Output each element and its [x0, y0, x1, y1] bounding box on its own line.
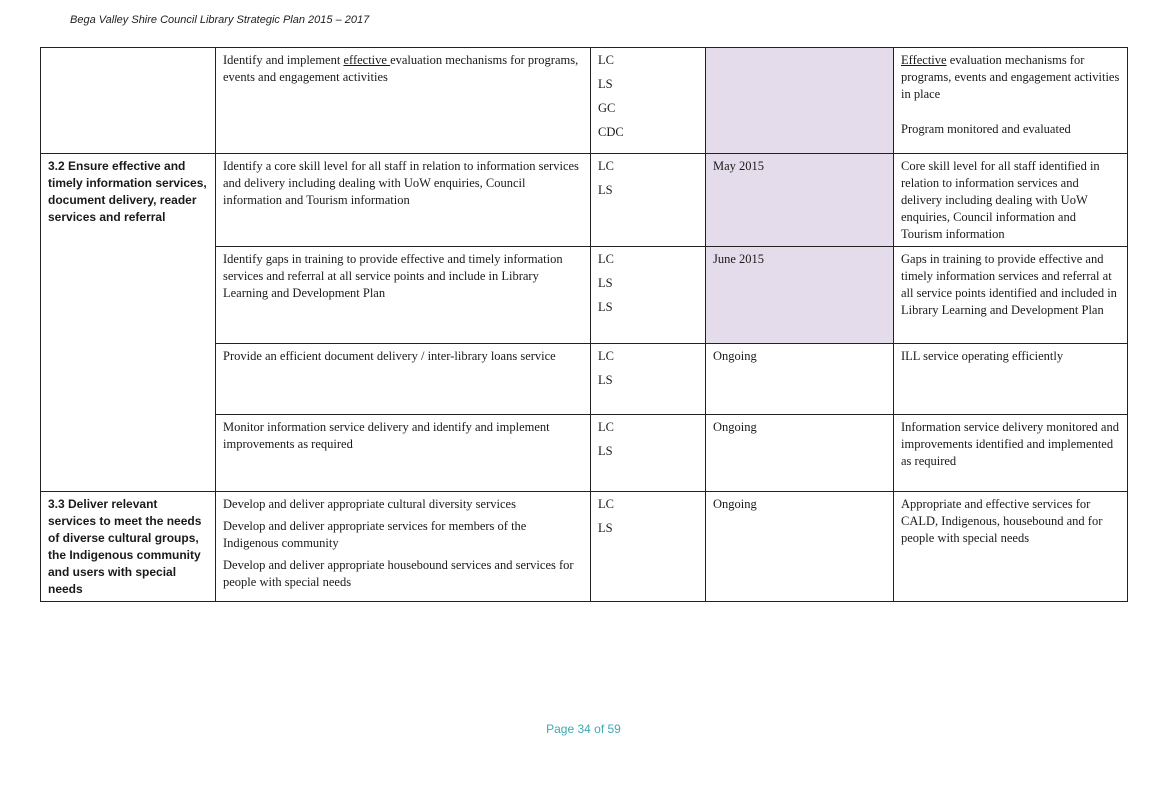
outcome-cell: Appropriate and effective services for CALD, Indigenous, housebound and for people with special needs [894, 492, 1128, 602]
responsibility-code: LS [598, 373, 613, 387]
outcome-cell: ILL service operating efficiently [894, 344, 1128, 415]
timeframe-cell [706, 48, 894, 154]
responsibility-code: LC [598, 497, 614, 511]
responsibility-cell [591, 48, 706, 154]
action-cell [216, 492, 591, 602]
outcome-cell: Information service delivery monitored and improvements identified and implemented as required [894, 415, 1128, 492]
action-cell [216, 48, 591, 154]
responsibility-code: LC [598, 159, 614, 173]
action-cell: Provide an efficient document delivery / inter-library loans service [216, 344, 591, 415]
outcome-text: Effective evaluation mechanisms for programs, events and engagement activities in place [901, 53, 1120, 101]
timeframe-cell: Ongoing [706, 492, 894, 602]
table-row [41, 492, 1128, 602]
responsibility-code: LC [598, 53, 614, 67]
outcome-cell: Core skill level for all staff identified in relation to information services and delivery including dealing with UoW enquiries, Council information and Tourism information [894, 154, 1128, 247]
objective-cell: 3.3 Deliver relevant services to meet the needs of diverse cultural groups, the Indigenous community and users with special needs [41, 492, 216, 602]
action-text: Identify and implement effective evaluation mechanisms for programs, events and engagement activities [223, 53, 579, 84]
responsibility-cell [591, 247, 706, 344]
action-text: Develop and deliver appropriate cultural diversity services [223, 497, 516, 511]
action-cell: Monitor information service delivery and identify and implement improvements as required [216, 415, 591, 492]
action-cell: Identify gaps in training to provide effective and timely information services and referral at all service points and include in Library Learning and Development Plan [216, 247, 591, 344]
timeframe-cell: May 2015 [706, 154, 894, 247]
responsibility-cell [591, 344, 706, 415]
responsibility-code: LC [598, 252, 614, 266]
action-cell: Identify a core skill level for all staff in relation to information services and delivery including dealing with UoW enquiries, Council information and Tourism information [216, 154, 591, 247]
timeframe-cell: June 2015 [706, 247, 894, 344]
outcome-cell: Gaps in training to provide effective and timely information services and referral at all service points identified and included in Library Learning and Development Plan [894, 247, 1128, 344]
action-text: Develop and deliver appropriate services for members of the Indigenous community [223, 519, 527, 550]
timeframe-cell: Ongoing [706, 415, 894, 492]
table-row [41, 154, 1128, 247]
responsibility-cell [591, 415, 706, 492]
document-header-title: Bega Valley Shire Council Library Strategic Plan 2015 – 2017 [70, 14, 370, 26]
responsibility-code: LC [598, 420, 614, 434]
responsibility-code: GC [598, 101, 616, 115]
outcome-cell [894, 48, 1128, 154]
responsibility-cell [591, 492, 706, 602]
responsibility-code: LS [598, 444, 613, 458]
responsibility-code: LS [598, 183, 613, 197]
page-number: Page 34 of 59 [546, 722, 621, 736]
responsibility-code: LS [598, 77, 613, 91]
responsibility-code: LS [598, 521, 613, 535]
action-text: Develop and deliver appropriate housebound services and services for people with special needs [223, 558, 574, 589]
responsibility-code: LC [598, 349, 614, 363]
timeframe-cell: Ongoing [706, 344, 894, 415]
responsibility-code: LS [598, 300, 613, 314]
strategic-plan-table [40, 47, 1128, 602]
responsibility-code: CDC [598, 125, 624, 139]
responsibility-code: LS [598, 276, 613, 290]
outcome-text: Program monitored and evaluated [901, 122, 1071, 136]
objective-cell [41, 48, 216, 154]
objective-cell: 3.2 Ensure effective and timely information services, document delivery, reader services and referral [41, 154, 216, 492]
table-row [41, 48, 1128, 154]
responsibility-cell [591, 154, 706, 247]
